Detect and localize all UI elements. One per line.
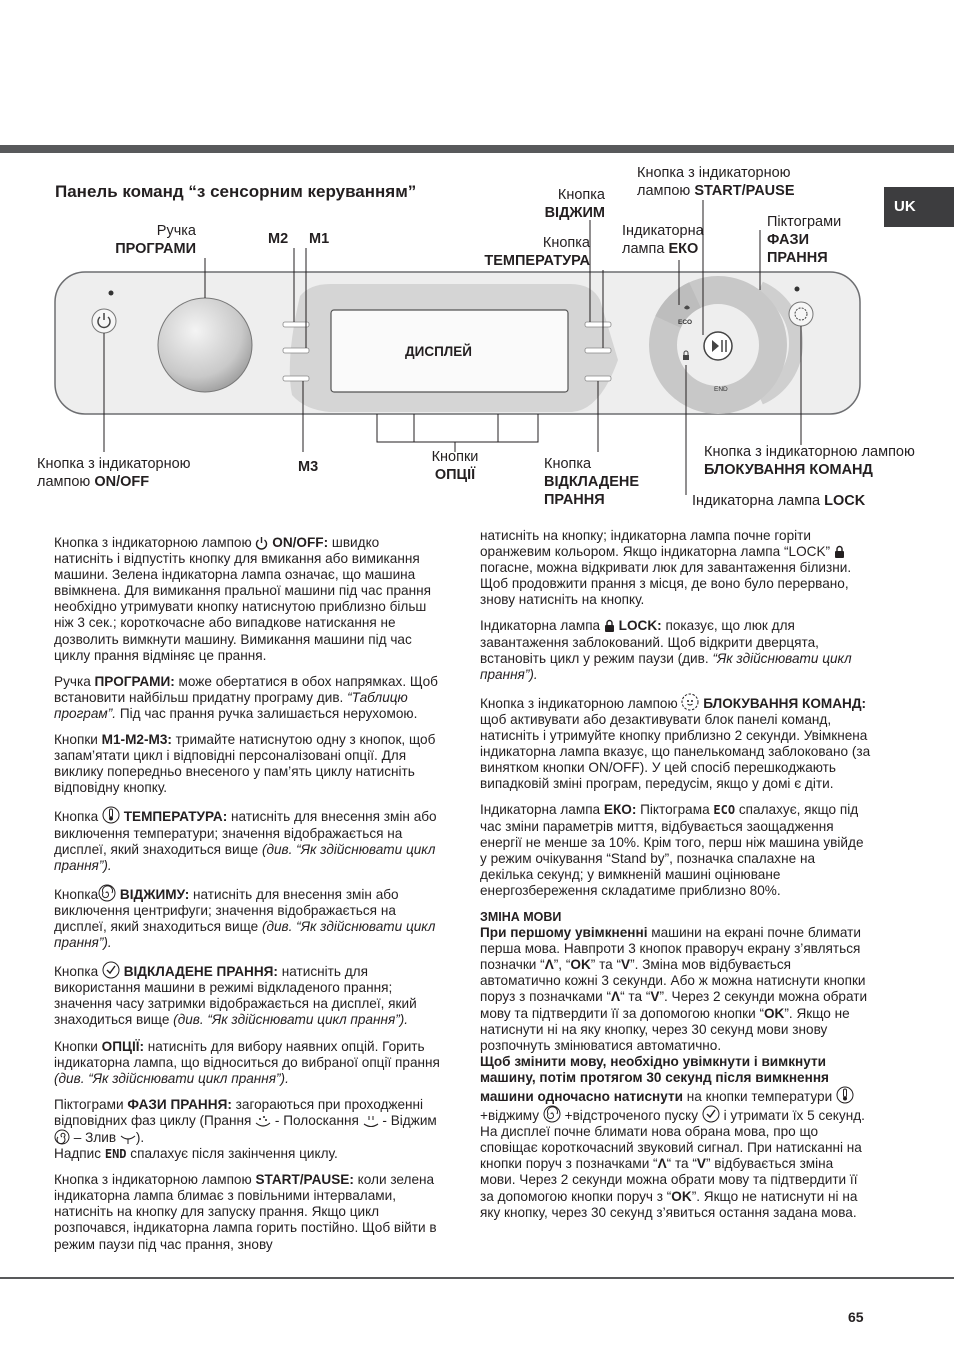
spin-icon [98, 884, 116, 902]
options-label: Кнопки ОПЦІЇ [431, 449, 479, 483]
thermometer-icon-inline [836, 1086, 854, 1104]
language-heading: ЗМІНА МОВИ [480, 909, 562, 924]
phases-label: Піктограми ФАЗИ ПРАННЯ [767, 214, 842, 266]
page-number: 65 [848, 1309, 864, 1325]
eco-paragraph: Індикаторна лампа ЕКО: Піктограма ECO спалахує, якщо під час зміни параметрів миття, відбувається заощадження енергії не менше за 10%. Крім того, перш ніж машина увійде у режим очікування “Stand by”, позначка спалахне на декілька секунд; у вимкненій машині оцінюване енергозбереження складатиме приблизно 80%. [480, 802, 864, 898]
phases-paragraph: Піктограми ФАЗИ ПРАННЯ: загораються при проходженні відповідних фаз циклу (Прання - Полоскання - Віджим – Злив ). Надпис END спалахує після закінчення циклу. [54, 1096, 437, 1162]
onoff-paragraph: Кнопка з індикаторною лампою ON/OFF: швидко натисніть і відпустіть кнопку для вмикання або вимикання машини. Зелена індикаторна лампа означає, що машина ввімкнена. Для вимикання пральної машини під час прання необхідно утримувати кнопку натиснутою приблизно більш ніж 3 сек.; короткочасне або випадкове натискання не дозволить вимкнути машину. Вимикання машини під час циклу прання відміняє це прання. [54, 535, 431, 663]
temp-label: Кнопка ТЕМПЕРАТУРА [484, 235, 590, 269]
temp-button [585, 348, 611, 353]
delay-label: Кнопка ВІДКЛАДЕНЕ ПРАННЯ [544, 456, 640, 508]
start-pause-label: Кнопка з індикаторною лампою START/PAUSE [637, 165, 795, 199]
m3-button [283, 376, 309, 381]
knob-paragraph: Ручка ПРОГРАМИ: може обертатися в обох напрямках. Щоб встановити найбільш придатну програму див. “Таблицю програм”. Під час прання ручка залишається нерухомою. [54, 673, 438, 721]
end-icon-label: END [714, 386, 728, 393]
lock-icon-inline-2 [604, 619, 615, 633]
lock-commands-button [789, 302, 813, 326]
temperature-paragraph: Кнопка ТЕМПЕРАТУРА: натисніть для внесення змін або виключення температури; значення відображається на дисплеї, який знаходиться вище (див. “Як здійснювати цикл прання”). [54, 806, 442, 873]
m1-label: M1 [309, 231, 330, 247]
m3-label: M3 [298, 459, 319, 475]
left-column [54, 535, 442, 1263]
eco-label: Індикаторна лампа ЕКО [622, 223, 704, 257]
lock-commands-paragraph: Кнопка з індикаторною лампою БЛОКУВАННЯ КОМАНД: щоб активувати або дезактивувати блок панелі команд, натисніть і утримуйте кнопку приблизно 2 секунди. Увімкнена індикаторна лампа вказує, що панелькоманд заблоковано (за винятком кнопки ON/OFF). У цей спосіб перешкоджають випадковій зміні програм, передусім, якщо у домі є діти. [480, 693, 872, 793]
start-pause-paragraph: Кнопка з індикаторною лампою START/PAUSE: коли зелена індикаторна лампа блимає з повільними інтервалами, натисніть на кнопку для запуску прання. Якщо цикл розпочався, індикаторна лампа горить постійно. Щоб війти в режим паузи під час прання, знову [54, 1172, 437, 1252]
lock-led [795, 287, 800, 292]
wash-icon [255, 1114, 271, 1128]
spin-button [585, 322, 611, 327]
thermometer-icon [102, 806, 120, 824]
onoff-button [92, 309, 116, 333]
program-knob [158, 298, 252, 392]
spin-phase-icon [54, 1129, 70, 1145]
delay-button [585, 376, 611, 381]
spin-label: Кнопка ВІДЖИМ [544, 187, 605, 221]
eco-icon-label: ECO [678, 319, 693, 326]
child-lock-icon [681, 693, 699, 711]
rinse-icon [363, 1114, 379, 1128]
drain-icon [120, 1131, 136, 1145]
lock-commands-label: Кнопка з індикаторною лампою БЛОКУВАННЯ КОМАНД [704, 444, 915, 478]
lock-label: Індикаторна лампа LOCK [692, 493, 866, 509]
language-tab: UK [884, 187, 954, 227]
m2-button [283, 322, 309, 327]
delay-paragraph: Кнопка ВІДКЛАДЕНЕ ПРАННЯ: натисніть для використання машини в режимі відкладеного прання; значення часу затримки відображається на дисплеї, який знаходиться вище (див. “Як здійснювати цикл прання”). [54, 961, 442, 1028]
lock-icon [683, 355, 689, 360]
lock-icon-inline [834, 545, 845, 559]
m1-button [283, 348, 309, 353]
bottom-rule [0, 1277, 954, 1279]
delay-timer-icon [102, 961, 120, 979]
right-column [480, 528, 872, 1231]
pause-continued-paragraph: натисніть на кнопку; індикаторна лампа почне горіти оранжевим кольором. Якщо індикаторна лампа “LOCK” погасне, можна відкривати люк для завантаження білизни. Щоб продовжити прання з місця, де воно було перервано, знову натисніть на кнопку. [480, 528, 852, 608]
options-paragraph: Кнопки ОПЦІЇ: натисніть для вибору наявних опцій. Горить індикаторна лампа, що відноситься до вибраної опції прання (див. “Як здійснювати цикл прання”). [54, 1038, 440, 1086]
memory-paragraph: Кнопки M1-M2-M3: тримайте натиснутою одну з кнопок, щоб запам’ятати цикл і відповідні персоналізовані опції. Для виклику попередньо внесеного у пам’ять циклу натисніть відповідну кнопку. [54, 732, 436, 796]
onoff-label: Кнопка з індикаторною лампою ON/OFF [37, 456, 191, 490]
display-label: ДИСПЛЕЙ [405, 344, 472, 359]
m2-label: M2 [268, 231, 289, 247]
language-first-paragraph: При першому увімкненні машини на екрані почне блимати перша мова. Навпроти 3 кнопок праворуч екрану з’являться позначки “Λ”, “OK” та “V”. Зміна мов відбувається автоматично кожні 3 секунди. Або ж можна натиснути кнопки поруз з позначками “Λ“ та “V”. Через 2 секунди можна обрати мову та підтвердити її за допомогою кнопки “OK”. Якщо не натиснути ні на яку кнопку, через 30 секунд мови знову розпочнуть змінюватися автоматично. [480, 925, 868, 1053]
language-change-paragraph: Щоб змінити мову, необхідно увімкнути і вимкнути машину, потім протягом 30 секунд після вимкнення машини одночасно натиснути на кнопки температури +віджиму +відстроченого пуску і утримати їх 5 секунд. На дисплеї почне блимати нова обрана мова, про що сповіщає короткочасний звуковий сигнал. При натисканні на кнопки поруч з позначками “Λ“ та “V” відбувається зміна мови. Через 2 секунди можна обрати мову та підтвердити її за допомогою кнопки поруч з “OK”. Якщо не натиснути ні на яку кнопку, через 30 секунд з’явиться остання задана мова. [480, 1053, 865, 1220]
power-icon [255, 536, 268, 550]
delay-timer-icon-inline [702, 1105, 720, 1123]
page-title: Панель команд “з сенсорним керуванням” [55, 182, 417, 201]
spin-icon-inline [543, 1105, 561, 1123]
onoff-led [109, 291, 114, 296]
lock-paragraph: Індикаторна лампа LOCK: показує, що люк для завантаження заблокований. Щоб відкрити дверцята, встановіть цикл у режим паузи (див. “Як здійснювати цикл прання”). [480, 618, 852, 682]
spin-paragraph: Кнопка ВІДЖИМУ: натисніть для внесення змін або виключення центрифуги; значення відображається на дисплеї, який знаходиться вище (див. “Як здійснювати цикл прання”). [54, 884, 442, 951]
knob-label: Ручка ПРОГРАМИ [115, 223, 196, 257]
